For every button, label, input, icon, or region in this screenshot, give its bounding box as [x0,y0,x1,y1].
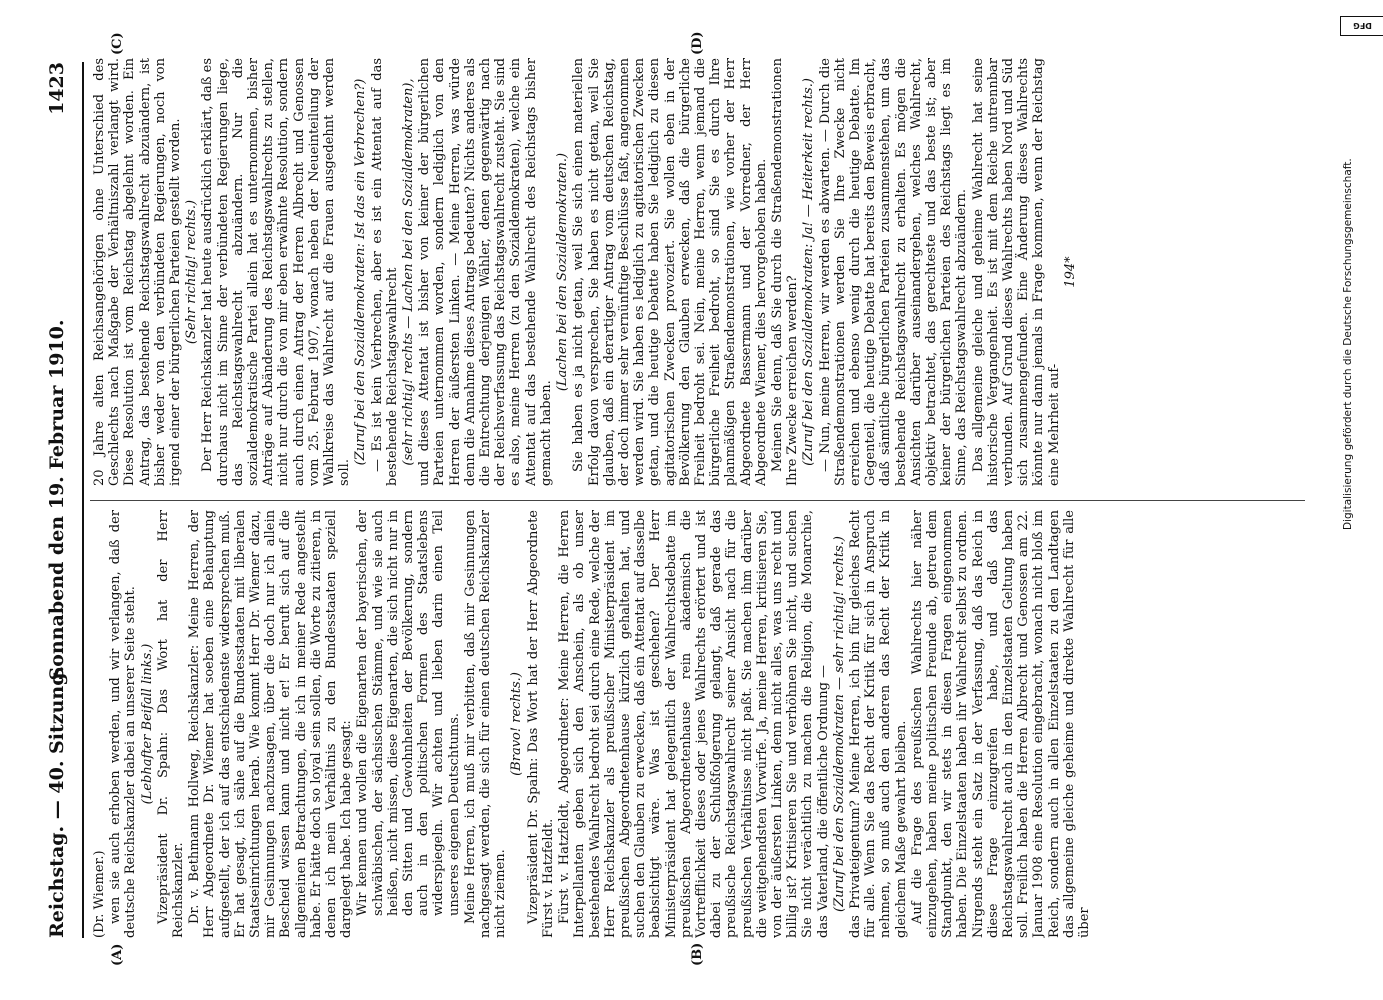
page-header [38,62,78,938]
header-session: Reichstag. — 40. Sitzung. [46,665,68,938]
column-divider [90,500,1305,501]
paragraph: Meine Herren, ich muß mir verbitten, daß mir Gesinnungen nachgesagt werden, die sich für einen deutschen Reichskanzler nicht ziemen. [462,510,509,938]
paragraph: Meinen Sie denn, daß Sie durch die Straßendemonstrationen Ihre Zwecke erreichen werden? [769,58,801,486]
paragraph: und dieses Attentat ist bisher von keiner der bürgerlichen Parteien unternommen worden, sondern lediglich von den Herren der äußersten Linken. — Meine Herren, was würde denn die Annahme dieses Antrags bedeuten? Nichts anderes als die Entrechtung derjenigen Wähler, denen gegenwärtig nach der Reichsverfassung das Reichstagswahlrecht zusteht. Sie sind es also, meine Herren (zu den Sozialdemokraten), welche ein Attentat auf das bestehende Wahlrecht des Reichstags bisher gemacht haben. [417,58,554,486]
paragraph: Dr. v. Bethmann Hollweg, Reichskanzler: Meine Herren, der Herr Abgeordnete Dr. Wiemer hat soeben eine Behauptung aufgestellt, der ich auf das entschiedenste widersprechen muß. Er hat gesagt, ich sähe auf die Bundesstaaten mit liberalen Staatseinrichtungen herab. Wie kommt Herr Dr. Wiemer dazu, mir Gesinnungen nachzusagen, über die doch nur ich allein Bescheid wissen kann und nicht er! Er beruft sich auf die allgemeinen Betrachtungen, die ich in meiner Rede angestellt habe. Er hätte doch so loyal sein sollen, die Worte zu zitieren, in denen ich mein Verhältnis zu den Bundesstaaten speziell dargelegt habe. Ich habe gesagt: [187,510,355,938]
paragraph: Vizepräsident Dr. Spahn: Das Wort hat der Herr Reichskanzler. [155,510,187,938]
dfg-logo [1340,16,1383,36]
interjection: (Zuruf bei den Sozialdemokraten: Ja! — Heiterkeit rechts.) [801,78,817,466]
right-column [92,58,1303,486]
margin-marker-a: (A) [110,943,125,966]
interjection: (Zuruf bei den Sozialdemokraten: Ist das ein Verbrechen?) [353,78,369,466]
speaker-continuation: (Dr. Wiemer.) [92,850,107,938]
quotation: Wir kennen und wollen die Eigenarten der bayerischen, der schwäbischen, der sächsischen Stämme, und wie sie auch heißen, nicht missen, diese Eigenarten, die sich nicht nur in den Sitten und Gewohnheiten der Bevölkerung, sondern auch in den politischen Formen des Staatslebens widerspiegeln. Wir achten und lieben darin einen Teil unseres eigenen Deutschtums. [355,510,462,916]
paragraph: wen sie auch erhoben werden, und wir verlangen, daß der deutsche Reichskanzler dabei an unserer Seite steht. [108,510,139,938]
left-column [92,510,1303,938]
paragraph: Vizepräsident Dr. Spahn: Das Wort hat der Herr Abgeordnete Fürst v. Hatzfeldt. [525,510,556,938]
dfg-logo-text: DFG [1352,21,1372,31]
margin-marker-c: (C) [110,32,125,55]
paragraph: Fürst v. Hatzfeldt, Abgeordneter: Meine Herren, die Herren Interpellanten geben sich den Anschein, als ob unser bestehendes Wahlrecht bedroht sei durch eine Rede, welche der Herr Reichskanzler als preußischer Ministerpräsident im preußischen Abgeordnetenhause kürzlich gehalten hat, und suchen den Glauben zu erwecken, daß ein Attentat auf dasselbe beabsichtigt wäre. Was ist geschehen? Der Herr Ministerpräsident hat gelegentlich der Wahlrechtsdebatte im preußischen Abgeordnetenhause rein akademisch die Vortrefflichkeit dieses oder jenes Wahlrechts erörtert und ist dabei zu der Schlußfolgerung gelangt, daß gerade das preußische Reichstagswahlrecht seiner Ansicht nach für die preußischen Verhältnisse nicht paßt. Sie machen ihm darüber die weitgehendsten Vorwürfe. Ja, meine Herren, kritisieren Sie, von der äußersten Linken, denn nicht alles, was uns recht und billig ist? Kritisieren Sie und verhöhnen Sie nicht, und suchen Sie nicht verächtlich zu machen die Religion, die Monarchie, das Vaterland, die öffentliche Ordnung — [557,510,831,938]
margin-marker-b: (B) [690,942,705,966]
page-number: 1423 [46,62,68,115]
interjection: (sehr richtig! rechts — Lachen bei den Sozialdemokraten), [401,78,417,466]
interjection: (Zuruf bei den Sozialdemokraten — sehr richtig! rechts.) [831,536,847,912]
digitization-credit: Digitalisierung gefördert durch die Deutsche Forschungsgemeinschaft. [1342,158,1354,530]
paragraph: — Es ist kein Verbrechen, aber es ist ein Attentat auf das bestehende Reichstagswahlrecht [369,58,400,486]
paragraph: 20 Jahre alten Reichsangehörigen ohne Unterschied des Geschlechts nach Maßgabe der Verhältniszahl verlangt wird. Diese Resolution ist vom Reichstag abgelehnt worden. Ein Antrag, das bestehende Reichstagswahlrecht abzuändern, ist bisher weder von den verbündeten Regierungen, noch von irgend einer der bürgerlichen Parteien gestellt worden. [92,58,184,486]
interjection: (Sehr richtig! rechts.) [184,199,200,345]
paragraph: das Privateigentum? Meine Herren, ich bin für gleiches Recht für alle. Wenn Sie das Recht der Kritik für sich in Anspruch nehmen, so muß auch den anderen das Recht der Kritik in gleichem Maße gewahrt bleiben. [847,510,909,938]
signature-mark: 194* [1062,256,1078,288]
interjection: (Lachen bei den Sozialdemokraten.) [555,152,571,392]
header-rule [82,62,84,938]
interjection: (Bravo! rechts.) [509,672,525,776]
margin-marker-d: (D) [690,31,705,55]
header-date: Sonnabend den 19. Februar 1910. [46,319,68,681]
paragraph: — Nun, meine Herren, wir werden es abwarten. — Durch die Straßendemonstrationen werden Sie Ihre Zwecke nicht erreichen und ebenso wenig durch die heutige Debatte. Im Gegenteil, die heutige Debatte hat bereits den Beweis erbracht, daß sämtliche bürgerlichen Parteien zusammenstehen, um das bestehende Reichstagswahlrecht zu erhalten. Es mögen die Ansichten darüber auseinandergehen, welches Wahlrecht, objektiv betrachtet, das gerechteste und das beste ist; aber keiner der bürgerlichen Parteien des Reichstags liegt es im Sinne, das Reichstagswahlrecht abzuändern. [817,58,970,486]
paragraph: Der Herr Reichskanzler hat heute ausdrücklich erklärt, daß es durchaus nicht im Sinne der verbündeten Regierungen liege, das Reichstagswahlrecht abzuändern. Nur die sozialdemokratische Partei allein hat es unternommen, bisher Anträge auf Abänderung des Reichstagswahlrechts zu stellen, nicht nur durch die von mir eben erwähnte Resolution, sondern auch durch einen Antrag der Herren Albrecht und Genossen vom 25. Februar 1907, wonach neben der Neueinteilung der Wahlkreise das Wahlrecht auf die Frauen ausgedehnt werden soll. [200,58,353,486]
paragraph: Das allgemeine gleiche und geheime Wahlrecht hat seine historische Vergangenheit. Es ist mit dem Reiche untrennbar verbunden. Auf Grund dieses Wahlrechts haben Nord und Süd sich zusammengefunden. Eine Änderung dieses Wahlrechts könnte nur dann jemals in Frage kommen, wenn der Reichstag eine Mehrheit auf- [970,58,1062,486]
paragraph: Auf die Frage des preußischen Wahlrechts hier näher einzugehen, haben meine politischen Freunde ab, getreu dem Standpunkt, den wir stets in diesen Fragen eingenommen haben. Die Einzelstaaten haben ihr Wahlrecht selbst zu ordnen. Nirgends steht ein Satz in der Verfassung, daß das Reich in diese Frage einzugreifen habe, und daß das Reichstagswahlrecht auch in den Einzelstaaten Geltung haben soll. Freilich haben die Herren Albrecht und Genossen am 22. Januar 1908 eine Resolution eingebracht, wonach nicht bloß im Reich, sondern auch in allen Einzelstaaten zu den Landtagen das allgemeine gleiche geheime und direkte Wahlrecht für alle über [909,510,1092,938]
interjection: (Lebhafter Beifall links.) [139,643,155,805]
paragraph: Sie haben es ja nicht getan, weil Sie sich einen materiellen Erfolg davon versprechen, Sie haben es nicht getan, weil Sie glauben, daß ein derartiger Antrag vom deutschen Reichstag, der doch immer sehr vernünftige Beschlüsse faßt, angenommen werden wird. Sie haben es lediglich zu agitatorischen Zwecken getan, und die heutige Debatte haben Sie lediglich zu diesen agitatorischen Zwecken provoziert. Sie wollen eben in der Bevölkerung den Glauben erwecken, daß die bürgerliche Freiheit bedroht sei. Nein, meine Herren, wenn jemand die bürgerliche Freiheit bedroht, so sind Sie es durch Ihre planmäßigen Straßendemonstrationen, wie vorher der Herr Abgeordnete Bassermann und der Vorredner, der Herr Abgeordnete Wiemer, dies hervorgehoben haben. [571,58,769,486]
